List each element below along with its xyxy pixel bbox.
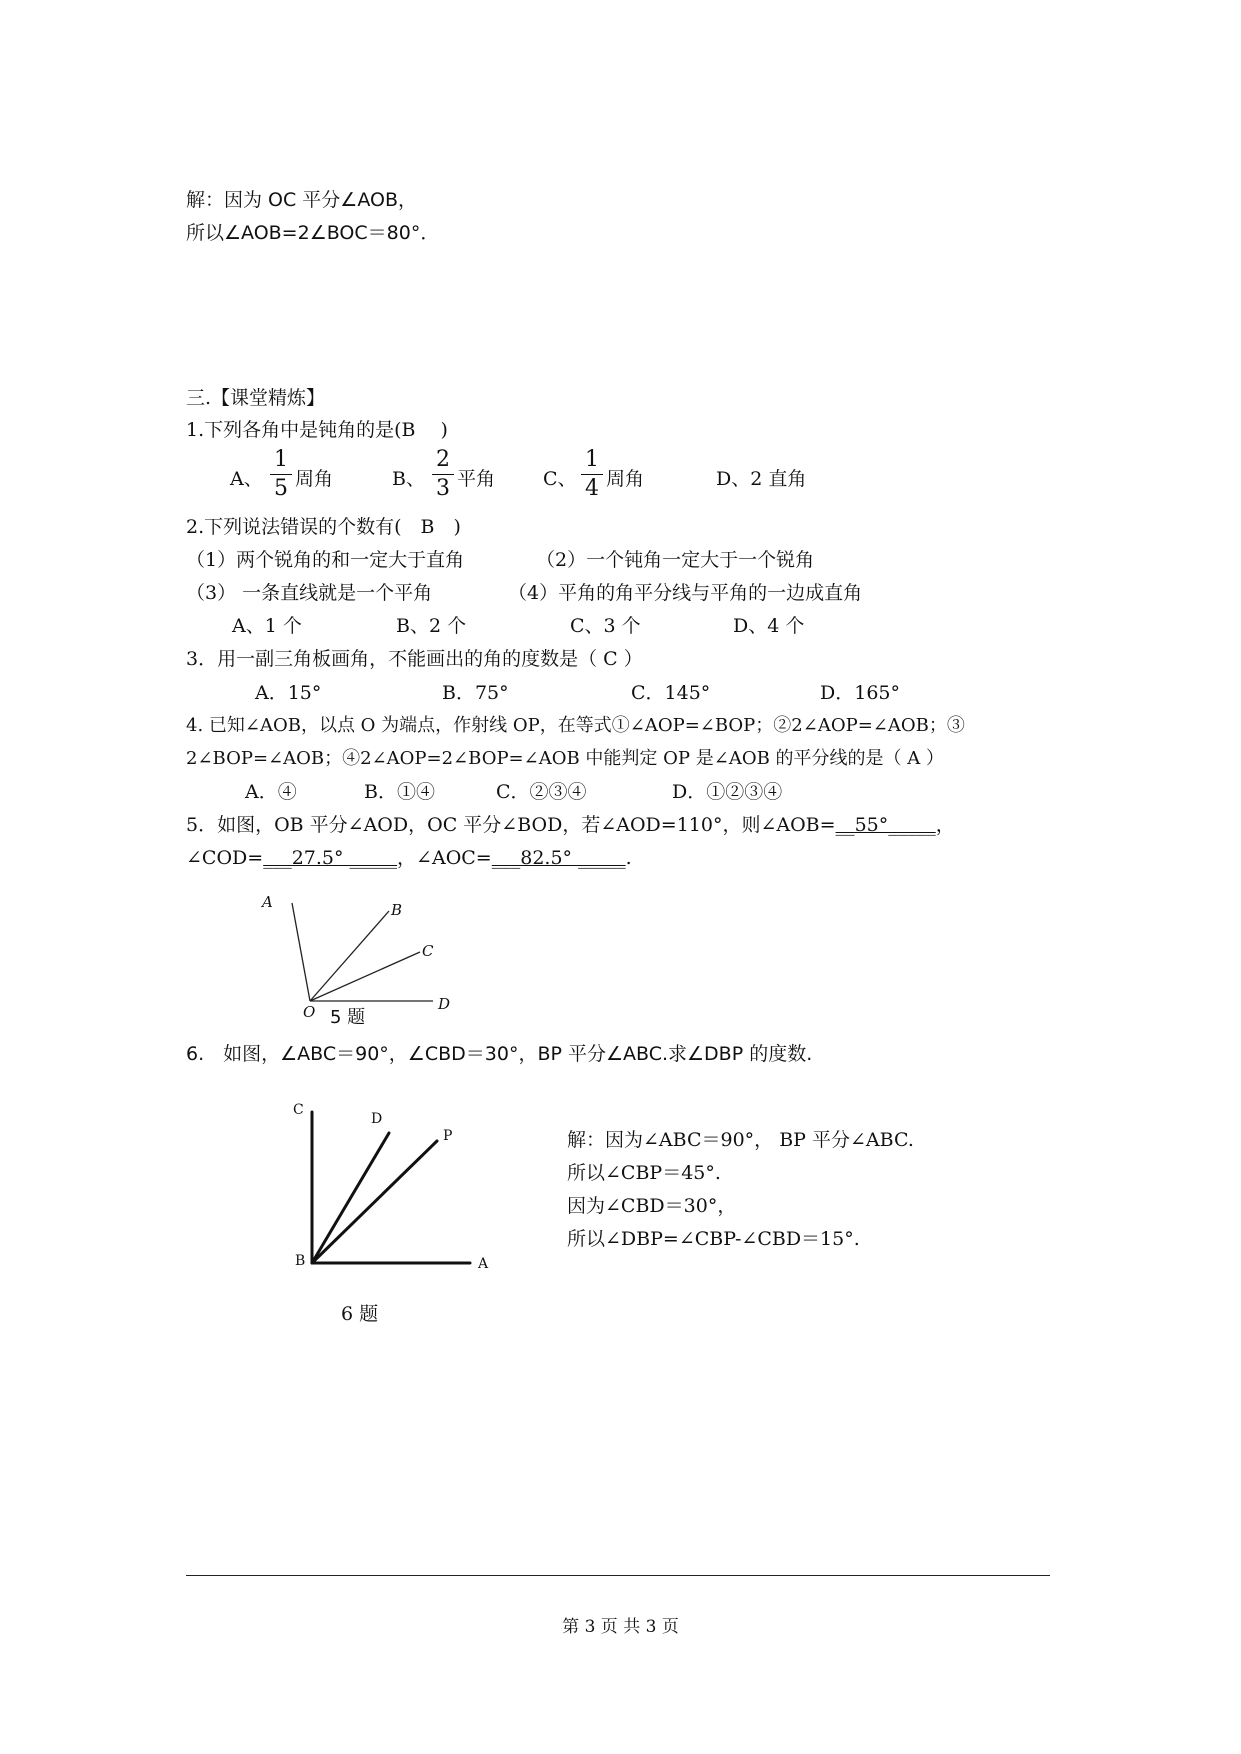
q6-solution-line-4: 所以∠DBP=∠CBP-∠CBD＝15°. xyxy=(567,1228,860,1250)
fig6-caption: 6 题 xyxy=(341,1303,379,1325)
q3-option-d: D．165° xyxy=(820,682,900,704)
fraction-denominator: 5 xyxy=(274,476,288,501)
fig5-caption: 5 题 xyxy=(330,1007,366,1028)
q5-question-text: 5．如图，OB 平分∠AOD，OC 平分∠BOD，若∠AOD=110°，则∠AOB= xyxy=(186,814,836,836)
q1-option-d: D、2 直角 xyxy=(716,468,807,490)
q5-answer-aoc: ___82.5° _____ xyxy=(491,847,626,869)
q6-solution-line-2: 所以∠CBP＝45°. xyxy=(567,1162,721,1184)
q4-option-a: A．④ xyxy=(245,781,297,803)
q1-option-c-prefix: C、 xyxy=(543,468,577,490)
q3-option-c: C．145° xyxy=(631,682,711,704)
solution-line-1: 解：因为 OC 平分∠AOB， xyxy=(186,189,417,211)
q5-answer-aob: __55°_____ xyxy=(835,814,936,836)
q2-option-b: B、2 个 xyxy=(396,615,467,637)
q1-option-a-unit: 周角 xyxy=(295,468,334,490)
q4-option-b: B．①④ xyxy=(364,781,435,803)
fig5-label-o: O xyxy=(303,1003,316,1021)
q2-statement-4: （4）平角的角平分线与平角的一边成直角 xyxy=(508,582,863,604)
q5-punct: ， xyxy=(935,814,955,836)
q2-option-d: D、4 个 xyxy=(733,615,805,637)
solution-line-2: 所以∠AOB=2∠BOC＝80°． xyxy=(186,222,440,244)
q2-statement-3: （3） 一条直线就是一个平角 xyxy=(186,582,433,604)
q1-option-b-prefix: B、 xyxy=(392,468,425,490)
q3-stem: 3．用一副三角板画角，不能画出的角的度数是（ C ） xyxy=(186,648,643,670)
fraction-numerator: 1 xyxy=(274,447,288,472)
ray-ob xyxy=(310,911,389,1001)
ray-oa xyxy=(292,903,310,1001)
q2-stem: 2.下列说法错误的个数有( B ) xyxy=(186,516,461,538)
q6-stem: 6. 如图，∠ABC＝90°，∠CBD＝30°，BP 平分∠ABC.求∠DBP 的度数. xyxy=(186,1043,813,1065)
q6-solution-line-3: 因为∠CBD＝30°， xyxy=(567,1195,737,1217)
fig5-label-b: B xyxy=(391,901,403,919)
q2-option-a: A、1 个 xyxy=(232,615,302,637)
q5-cod-label: ∠COD= xyxy=(186,847,264,869)
q1-stem: 1.下列各角中是钝角的是(B ) xyxy=(186,419,448,441)
page-number: 第 3 页 共 3 页 xyxy=(562,1617,679,1637)
q2-option-c: C、3 个 xyxy=(570,615,641,637)
fraction-denominator: 3 xyxy=(436,476,450,501)
fraction-denominator: 4 xyxy=(585,476,599,501)
fig6-label-d: D xyxy=(371,1111,383,1127)
fraction-numerator: 2 xyxy=(436,447,450,472)
q4-option-c: C．②③④ xyxy=(496,781,587,803)
fig5-label-d: D xyxy=(438,995,451,1013)
q6-solution-line-1: 解：因为∠ABC＝90°， BP 平分∠ABC. xyxy=(567,1129,914,1151)
q4-option-d: D．①②③④ xyxy=(672,781,783,803)
q1-option-b-unit: 平角 xyxy=(457,468,496,490)
figure-5 xyxy=(292,903,433,1001)
fig6-label-a: A xyxy=(478,1256,489,1272)
q4-line-1: 4. 已知∠AOB，以点 O 为端点，作射线 OP，在等式①∠AOP=∠BOP；②2∠AOP=∠AOB；③ xyxy=(186,715,965,736)
q5-answer-cod: ___27.5° _____ xyxy=(263,847,398,869)
q1-option-a-prefix: A、 xyxy=(230,468,263,490)
footer-rule xyxy=(186,1575,1050,1576)
q3-option-a: A．15° xyxy=(255,682,322,704)
q1-option-c-unit: 周角 xyxy=(606,468,645,490)
q2-statement-1: （1）两个锐角的和一定大于直角 xyxy=(186,549,465,571)
fig6-label-c: C xyxy=(293,1102,304,1118)
ray-oc xyxy=(310,952,420,1001)
q2-statement-2: （2）一个钝角一定大于一个锐角 xyxy=(536,549,815,571)
q3-option-b: B．75° xyxy=(442,682,509,704)
fig5-label-c: C xyxy=(422,942,434,960)
q5-aoc-label: ，∠AOC= xyxy=(397,847,492,869)
fraction-numerator: 1 xyxy=(585,447,599,472)
fig6-label-b: B xyxy=(295,1253,306,1269)
q5-end: . xyxy=(625,847,632,869)
fig5-label-a: A xyxy=(262,893,273,911)
fig6-label-p: P xyxy=(443,1128,453,1144)
q4-line-2: 2∠BOP=∠AOB；④2∠AOP=2∠BOP=∠AOB 中能判定 OP 是∠AOB 的平分线的是（ A ） xyxy=(186,748,944,769)
section-heading: 三.【课堂精炼】 xyxy=(186,387,326,409)
